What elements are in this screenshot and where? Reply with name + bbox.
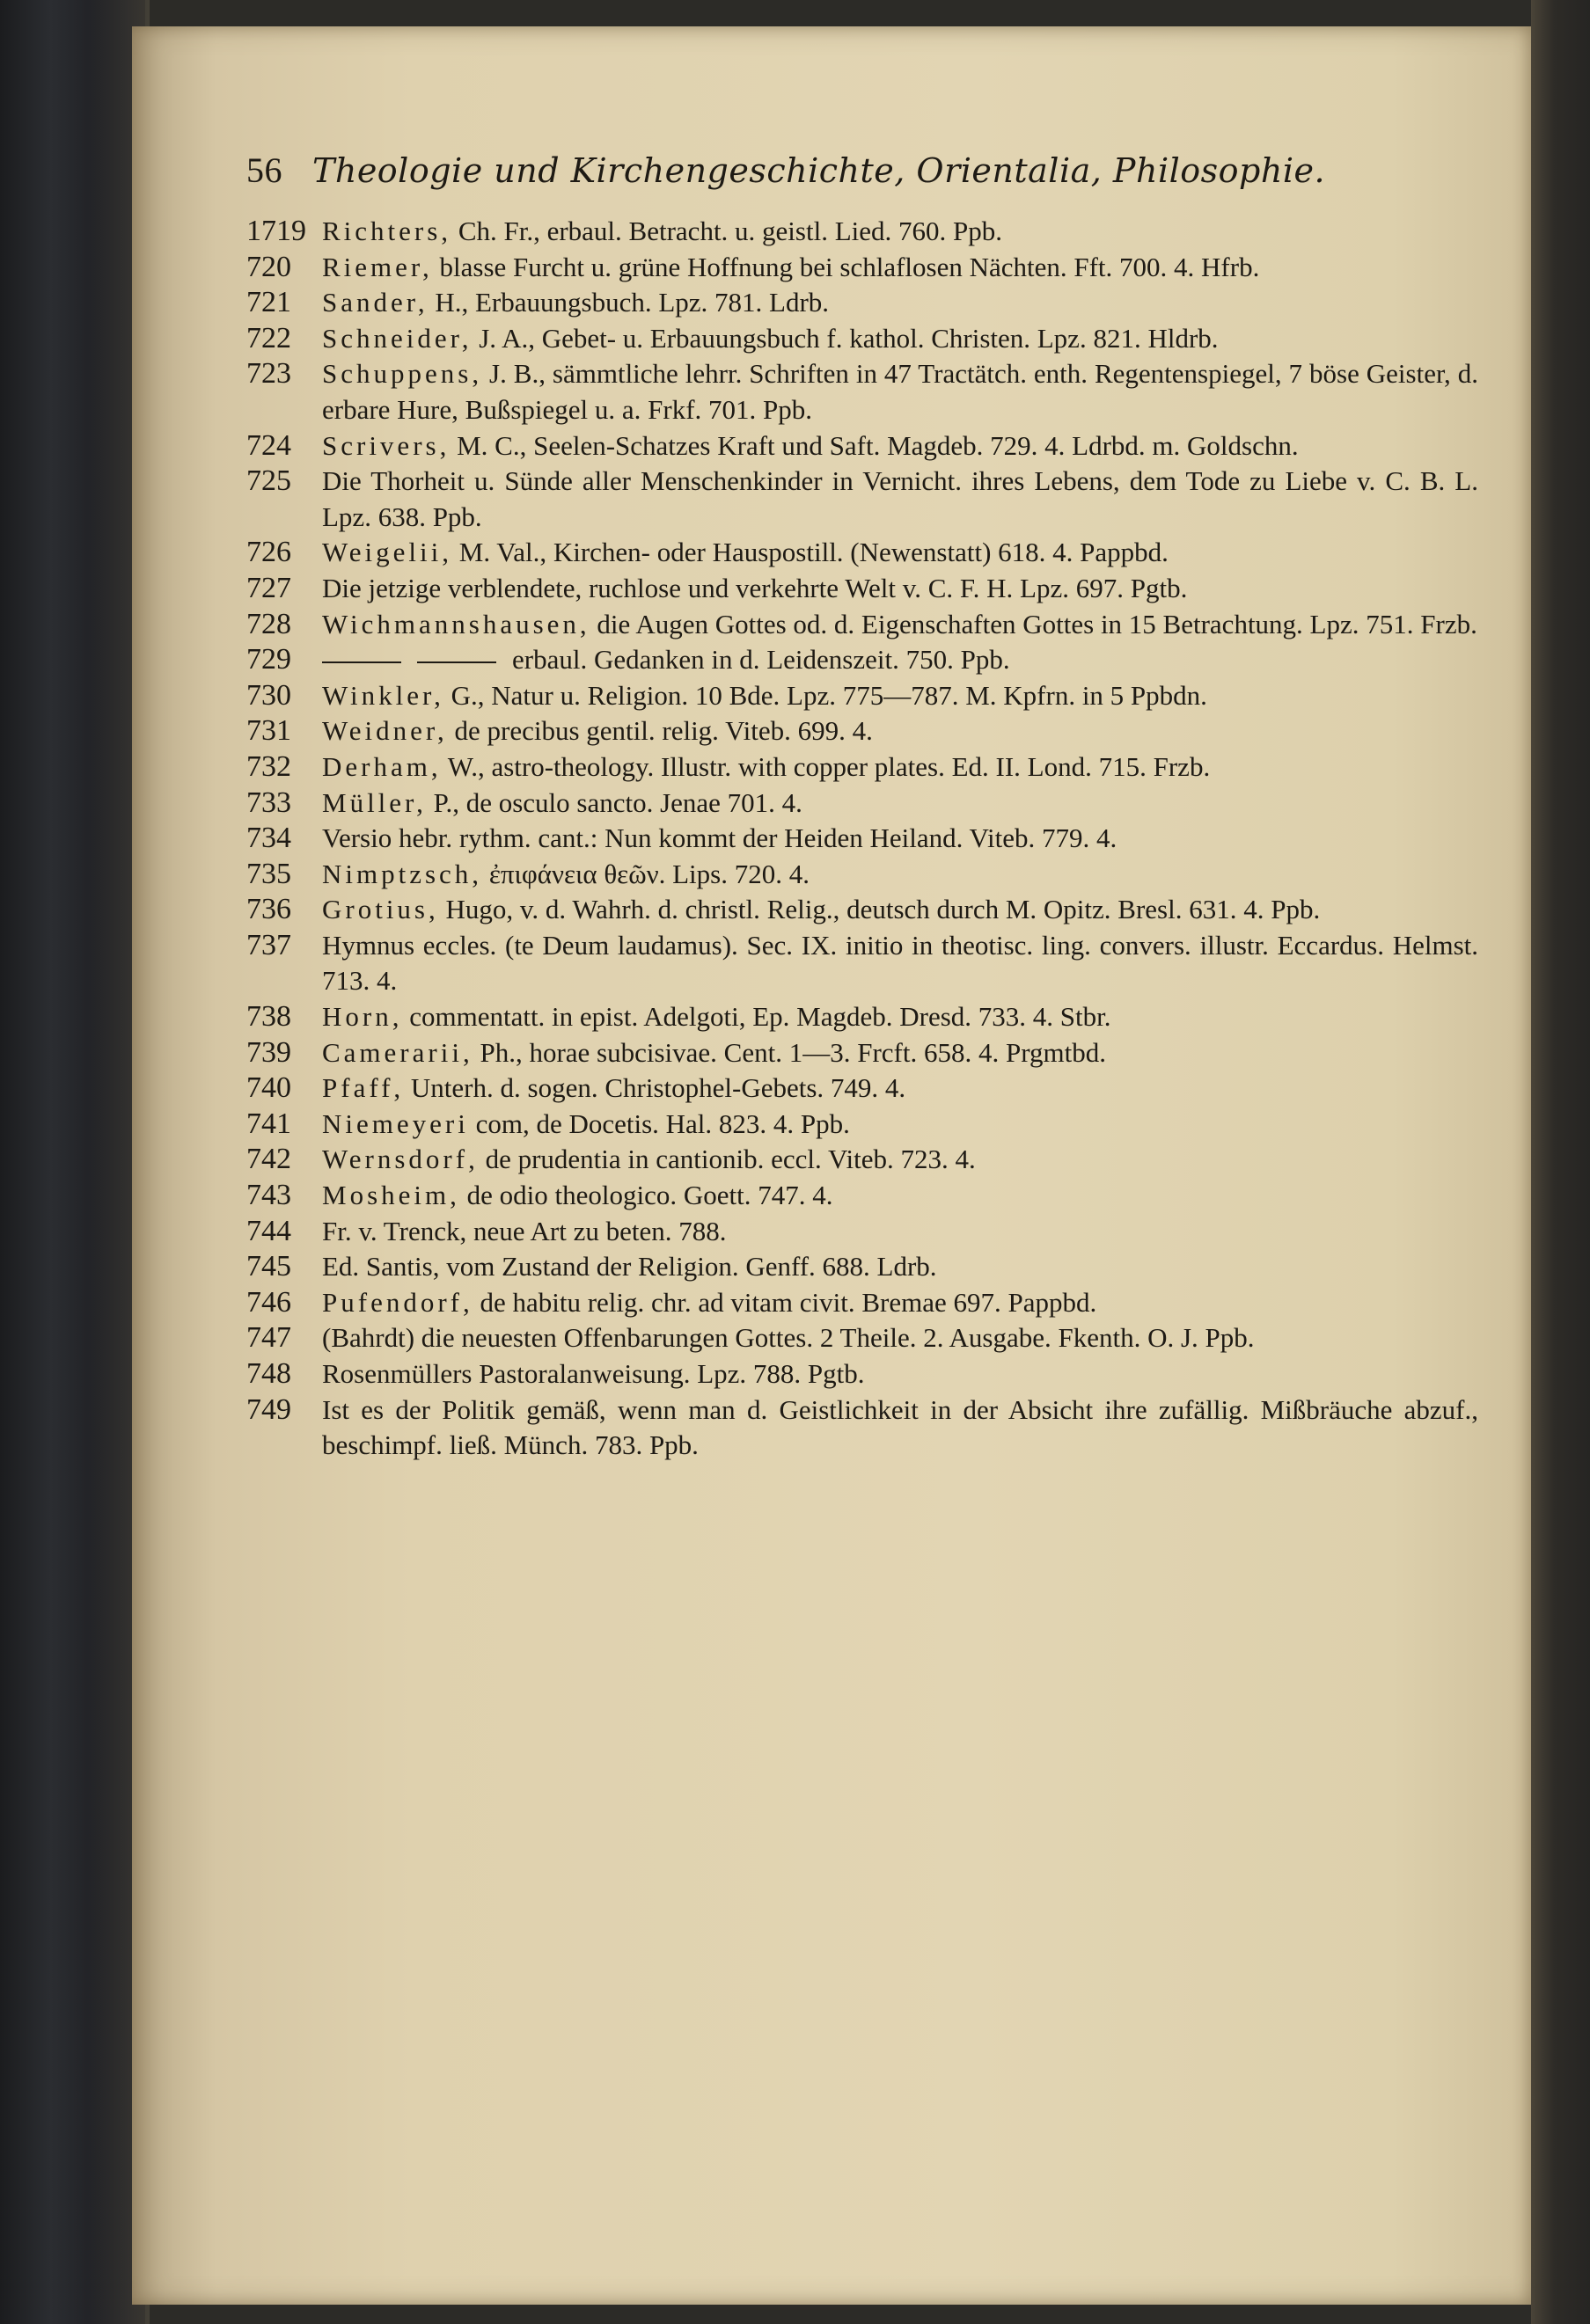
entry-description: W., astro-theology. Illustr. with copper plates. Ed. II. Lond. 715. Frzb. [441, 750, 1211, 782]
catalog-entry [246, 786, 1478, 822]
entry-author: Nimptzsch, [322, 858, 483, 889]
entry-text [322, 464, 1478, 535]
entry-description: J. B., sämmtliche lehrr. Schriften in 47 Tractätch. enth. Regentenspiegel, 7 böse Geister, d. erbare Hure, Bußspiegel u. a. Frkf. 701. Ppb. [322, 358, 1478, 425]
catalog-entry [246, 749, 1478, 786]
entry-number: 736 [246, 893, 291, 926]
entry-author: Wichmannshausen, [322, 608, 590, 639]
entry-author: Mosheim, [322, 1180, 460, 1211]
entry-number: 725 [246, 464, 291, 498]
entry-description: M. C., Seelen-Schatzes Kraft und Saft. Magdeb. 729. 4. Ldrbd. m. Goldschn. [450, 429, 1299, 461]
entry-author: Weigelii, [322, 537, 452, 568]
catalog-entry [246, 1178, 1478, 1214]
entry-description: G., Natur u. Religion. 10 Bde. Lpz. 775—787. M. Kpfrn. in 5 Ppbdn. [443, 679, 1207, 711]
entry-text [322, 250, 1478, 286]
catalog-entry [246, 571, 1478, 607]
entry-text [322, 1285, 1478, 1321]
entry-text [322, 607, 1478, 643]
entry-author: Pufendorf, [322, 1286, 473, 1318]
entry-number: 729 [246, 643, 291, 676]
entry-author: Schneider, [322, 322, 473, 354]
entry-description: Unterh. d. sogen. Christophel-Gebets. 749. 4. [404, 1072, 906, 1104]
entry-description: Ed. Santis, vom Zustand der Religion. Genff. 688. Ldrb. [322, 1251, 937, 1283]
entry-description: Ph., horae subcisivae. Cent. 1—3. Frcft. 658. 4. Prgmtbd. [473, 1036, 1106, 1068]
entry-number: 748 [246, 1357, 291, 1390]
page-number: 56 [246, 150, 282, 190]
entry-number: 745 [246, 1250, 291, 1283]
catalog-entry [246, 214, 1478, 250]
catalog-entry [246, 678, 1478, 714]
entry-author: Grotius, [322, 894, 439, 925]
entry-number: 728 [246, 607, 291, 640]
entry-text [322, 1356, 1478, 1392]
entry-number: 726 [246, 536, 291, 569]
entry-description: die Augen Gottes od. d. Eigenschaften Gottes in 15 Betrachtung. Lpz. 751. Frzb. [590, 608, 1477, 639]
entry-text [322, 428, 1478, 464]
entry-description: H., Erbauungsbuch. Lpz. 781. Ldrb. [428, 287, 830, 318]
entry-description: com, de Docetis. Hal. 823. 4. Ppb. [468, 1107, 850, 1139]
entry-number: 723 [246, 357, 291, 391]
running-header [246, 150, 1478, 191]
entry-text [322, 713, 1478, 749]
catalog-entry [246, 1214, 1478, 1250]
entry-number: 734 [246, 822, 291, 855]
entry-number: 737 [246, 928, 291, 961]
catalog-entry [246, 999, 1478, 1035]
entry-number: 747 [246, 1321, 291, 1355]
entry-text [322, 821, 1478, 857]
catalog-entry [246, 1285, 1478, 1321]
catalog-entry [246, 928, 1478, 999]
entry-description: Fr. v. Trenck, neue Art zu beten. 788. [322, 1215, 727, 1246]
entry-author: Pfaff, [322, 1072, 405, 1104]
catalog-entry [246, 1071, 1478, 1107]
catalog-entry-list [246, 214, 1478, 1464]
entry-text [322, 786, 1478, 822]
entry-number: 727 [246, 571, 291, 604]
catalog-entry [246, 356, 1478, 428]
catalog-entry [246, 321, 1478, 357]
entry-author: Derham, [322, 750, 442, 782]
entry-number: 1719 [246, 215, 306, 247]
entry-text [322, 928, 1478, 999]
entry-author: Camerarii, [322, 1036, 473, 1068]
entry-number: 733 [246, 786, 291, 819]
entry-number: 738 [246, 1000, 291, 1034]
entry-text [322, 1178, 1478, 1214]
entry-number: 739 [246, 1035, 291, 1069]
entry-description: Hymnus eccles. (te Deum laudamus). Sec. IX. initio in theotisc. ling. convers. illustr. Eccardus. Helmst. 713. 4. [322, 929, 1478, 997]
ditto-dash [322, 661, 401, 663]
entry-author: Niemeyeri [322, 1107, 469, 1139]
entry-text [322, 1214, 1478, 1250]
entry-text [322, 356, 1478, 428]
entry-number: 746 [246, 1285, 291, 1319]
entry-description: Die Thorheit u. Sünde aller Menschenkinder in Vernicht. ihres Lebens, dem Tode zu Liebe v. C. B. L. Lpz. 638. Ppb. [322, 465, 1478, 532]
entry-description: Die jetzige verblendete, ruchlose und verkehrte Welt v. C. F. H. Lpz. 697. Pgtb. [322, 572, 1188, 603]
entry-text [322, 642, 1478, 678]
entry-text [322, 214, 1478, 250]
catalog-entry [246, 1142, 1478, 1178]
entry-author: Weidner, [322, 715, 448, 747]
entry-description: J. A., Gebet- u. Erbauungsbuch f. kathol. Christen. Lpz. 821. Hldrb. [472, 322, 1219, 354]
entry-description: de prudentia in cantionib. eccl. Viteb. 723. 4. [478, 1144, 976, 1175]
entry-description: ἐπιφάνεια θεῶν. Lips. 720. 4. [482, 858, 810, 889]
entry-description: Rosenmüllers Pastoralanweisung. Lpz. 788. Pgtb. [322, 1358, 865, 1389]
entry-author: Richters, [322, 216, 452, 246]
entry-text [322, 1320, 1478, 1356]
catalog-entry [246, 1356, 1478, 1392]
entry-text [322, 1107, 1478, 1143]
catalog-entry [246, 1107, 1478, 1143]
catalog-entry [246, 1320, 1478, 1356]
entry-author: Wernsdorf, [322, 1144, 479, 1175]
entry-author: Winkler, [322, 679, 444, 711]
entry-text [322, 1071, 1478, 1107]
entry-author: Riemer, [322, 251, 433, 282]
entry-number: 724 [246, 428, 291, 462]
entry-text [322, 285, 1478, 321]
entry-text [322, 999, 1478, 1035]
entry-number: 731 [246, 714, 291, 748]
catalog-entry [246, 821, 1478, 857]
catalog-entry [246, 892, 1478, 928]
page-fore-edge [1531, 0, 1590, 2324]
section-title: Theologie und Kirchengeschichte, Orientalia, Philosophie. [312, 151, 1326, 190]
entry-text [322, 1142, 1478, 1178]
catalog-entry [246, 1249, 1478, 1285]
entry-number: 720 [246, 250, 291, 283]
page-content [246, 150, 1478, 1464]
entry-text [322, 1392, 1478, 1464]
entry-text [322, 571, 1478, 607]
entry-text [322, 1249, 1478, 1285]
entry-text [322, 749, 1478, 786]
entry-number: 735 [246, 857, 291, 890]
entry-description: de odio theologico. Goett. 747. 4. [459, 1180, 833, 1211]
catalog-entry [246, 642, 1478, 678]
entry-number: 721 [246, 286, 291, 319]
catalog-entry [246, 464, 1478, 535]
ditto-dash [417, 661, 496, 663]
entry-number: 749 [246, 1392, 291, 1426]
entry-text [322, 892, 1478, 928]
entry-number: 744 [246, 1214, 291, 1247]
entry-description: Versio hebr. rythm. cant.: Nun kommt der Heiden Heiland. Viteb. 779. 4. [322, 822, 1117, 854]
entry-description: de habitu relig. chr. ad vitam civit. Bremae 697. Pappbd. [473, 1286, 1097, 1318]
entry-text [322, 857, 1478, 893]
entry-number: 722 [246, 321, 291, 354]
entry-author: Horn, [322, 1001, 403, 1033]
entry-number: 743 [246, 1179, 291, 1212]
catalog-entry [246, 1035, 1478, 1071]
entry-description: erbaul. Gedanken in d. Leidenszeit. 750. Ppb. [512, 644, 1010, 676]
catalog-entry [246, 1392, 1478, 1464]
entry-number: 732 [246, 749, 291, 783]
entry-description: M. Val., Kirchen- oder Hauspostill. (Newenstatt) 618. 4. Pappbd. [452, 537, 1169, 568]
entry-description: blasse Furcht u. grüne Hoffnung bei schlaflosen Nächten. Fft. 700. 4. Hfrb. [432, 251, 1260, 282]
catalog-entry [246, 857, 1478, 893]
entry-author: Scrivers, [322, 429, 451, 461]
entry-number: 742 [246, 1143, 291, 1176]
entry-text [322, 321, 1478, 357]
catalog-entry [246, 607, 1478, 643]
entry-description: de precibus gentil. relig. Viteb. 699. 4. [447, 715, 873, 747]
entry-description: Ist es der Politik gemäß, wenn man d. Geistlichkeit in der Absicht ihre zufällig. Mißbräuche abzuf., beschimpf. ließ. Münch. 783. Ppb. [322, 1393, 1478, 1461]
catalog-entry [246, 713, 1478, 749]
entry-author: Schuppens, [322, 358, 483, 390]
entry-description: Hugo, v. d. Wahrh. d. christl. Relig., deutsch durch M. Opitz. Bresl. 631. 4. Ppb. [438, 894, 1321, 925]
entry-text [322, 1035, 1478, 1071]
entry-text [322, 535, 1478, 571]
entry-description: Ch. Fr., erbaul. Betracht. u. geistl. Lied. 760. Ppb. [451, 216, 1003, 246]
entry-text [322, 678, 1478, 714]
entry-description: P., de osculo sancto. Jenae 701. 4. [426, 786, 802, 818]
entry-number: 741 [246, 1107, 291, 1140]
entry-number: 730 [246, 678, 291, 712]
entry-number: 740 [246, 1071, 291, 1105]
catalog-entry [246, 535, 1478, 571]
catalog-entry [246, 250, 1478, 286]
catalog-entry [246, 285, 1478, 321]
entry-author: Müller, [322, 786, 427, 818]
entry-description: (Bahrdt) die neuesten Offenbarungen Gottes. 2 Theile. 2. Ausgabe. Fkenth. O. J. Ppb. [322, 1322, 1255, 1354]
catalog-entry [246, 428, 1478, 464]
entry-description: commentatt. in epist. Adelgoti, Ep. Magdeb. Dresd. 733. 4. Stbr. [402, 1001, 1111, 1033]
entry-author: Sander, [322, 287, 429, 318]
